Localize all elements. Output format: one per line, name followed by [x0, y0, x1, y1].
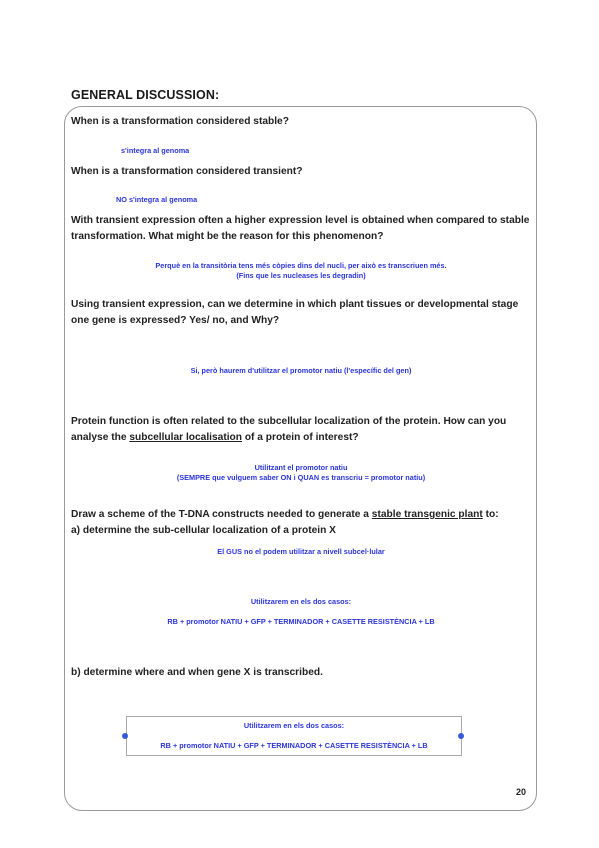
- answer-6-construct: RB + promotor NATIU + GFP + TERMINADOR + CASETTE RESISTÈNCIA + LB: [167, 617, 435, 626]
- question-4: Using transient expression, can we determine in which plant tissues or developmental stage one gene is expressed? Yes/ no, and Why?: [71, 299, 519, 326]
- question-6-text-2: to:: [482, 509, 499, 520]
- question-6-text-1: Draw a scheme of the T-DNA constructs needed to generate a: [71, 509, 372, 520]
- answer-3-line-1: Perquè en la transitòria tens més còpies dins del nucli, per això es transcriuen més.: [155, 261, 447, 270]
- question-6a: a) determine the sub-cellular localization of a protein X: [71, 525, 336, 536]
- question-6: [71, 507, 531, 523]
- answer-3-line-2: (Fins que les nucleases les degradin): [236, 271, 366, 280]
- page-number: 20: [516, 787, 527, 797]
- question-5-text-1: Protein function is often related to the subcellular localization of the protein. How can you analyse the: [71, 416, 507, 443]
- box-handle-right: [458, 733, 464, 739]
- box-handle-left: [122, 733, 128, 739]
- answer-5-line-1: Utilitzant el promotor natiu: [254, 463, 348, 472]
- answer-4: Si, però haurem d'utilitzar el promotor natiu (l'específic del gen): [190, 366, 412, 375]
- section-heading: GENERAL DISCUSSION:: [71, 88, 220, 102]
- answer-5-line-2: (SEMPRE que vulguem saber ON i QUAN es transcriu = promotor natiu): [176, 473, 426, 482]
- question-5-text-2: of a protein of interest?: [242, 432, 359, 443]
- answer-6-note: El GUS no el podem utilitzar a nivell subcel·lular: [217, 547, 385, 556]
- box-line-2: RB + promotor NATIU + GFP + TERMINADOR + CASETTE RESISTÈNCIA + LB: [160, 741, 428, 750]
- question-6b: b) determine where and when gene X is transcribed.: [71, 667, 323, 678]
- question-3: With transient expression often a higher expression level is obtained when compared to stable transformation. What might be the reason for this phenomenon?: [71, 215, 530, 242]
- content-frame: [64, 106, 537, 811]
- question-6-underlined: stable transgenic plant: [371, 509, 483, 520]
- answer-6-both-cases: Utilitzarem en els dos casos:: [250, 597, 352, 606]
- question-5-underlined: subcellular localisation: [129, 432, 242, 443]
- answer-2: NO s'integra al genoma: [116, 195, 198, 204]
- question-2: When is a transformation considered transient?: [71, 166, 303, 177]
- box-line-1: Utilitzarem en els dos casos:: [243, 721, 345, 730]
- question-1: When is a transformation considered stable?: [71, 116, 289, 127]
- question-5: [71, 414, 531, 446]
- answer-1: s'integra al genoma: [121, 146, 190, 155]
